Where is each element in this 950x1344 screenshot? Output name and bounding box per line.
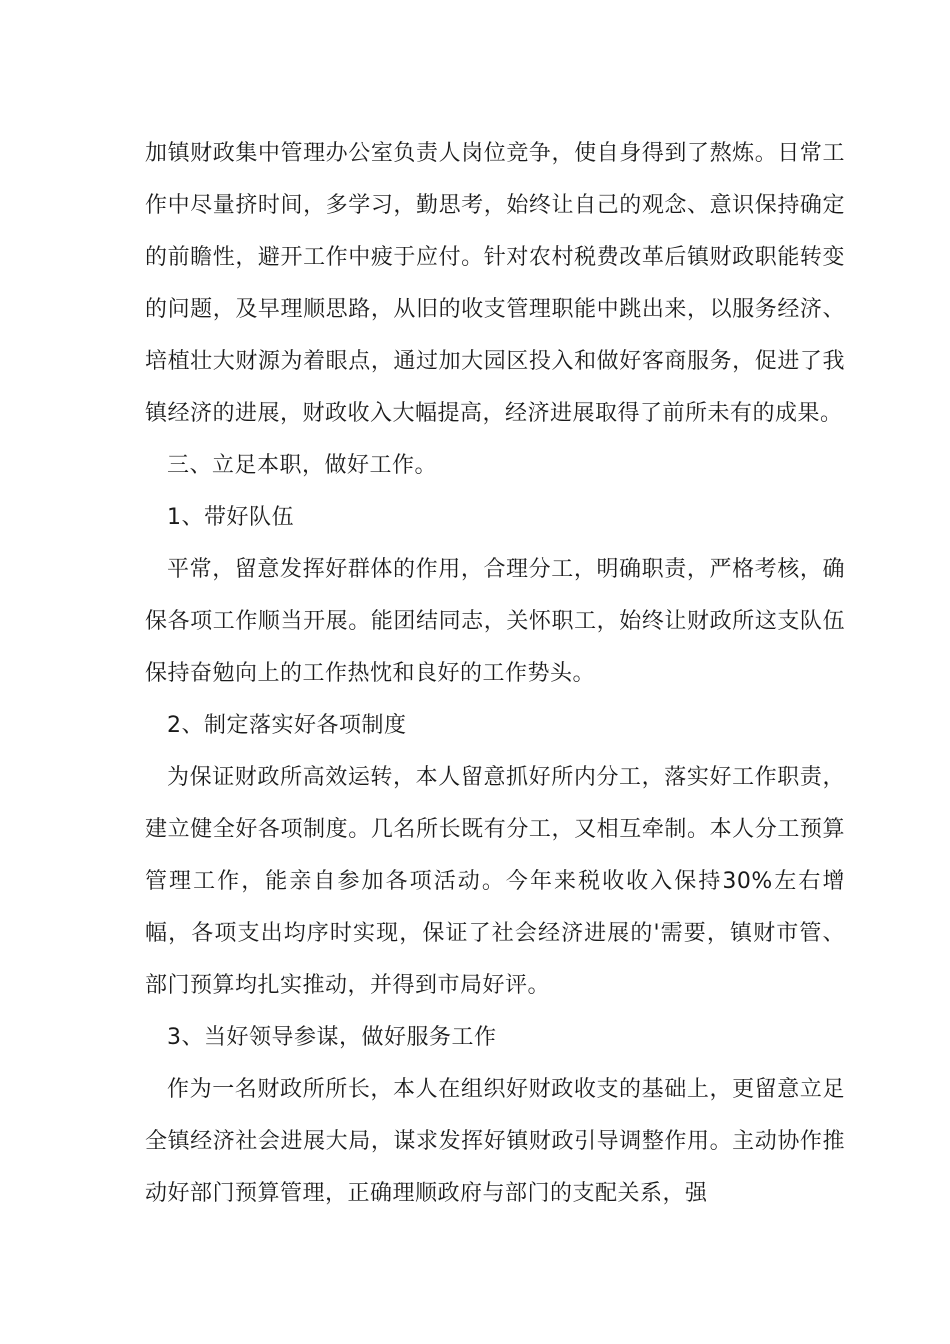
section-heading: 三、立足本职，做好工作。 bbox=[167, 453, 438, 478]
paragraph-intro: 加镇财政集中管理办公室负责人岗位竞争，使自身得到了熬炼。日常工作中尽量挤时间，多学习，勤思考，始终让自己的观念、意识保持确定的前瞻性，避开工作中疲于应付。针对农村税费改革后镇财政职能转变的问题，及早理顺思路，从旧的收支管理职能中跳出来，以服务经济、培植壮大财源为着眼点，通过加大园区投入和做好客商服务，促进了我镇经济的进展，财政收入大幅提高，经济进展取得了前所未有的成果。 bbox=[145, 141, 845, 426]
paragraph-rules: 为保证财政所高效运转，本人留意抓好所内分工，落实好工作职责，建立健全好各项制度。几名所长既有分工，又相互牵制。本人分工预算管理工作，能亲自参加各项活动。今年来税收收入保持30%左右增幅，各项支出均序时实现，保证了社会经济进展的'需要，镇财市管、部门预算均扎实推动，并得到市局好评。 bbox=[145, 765, 845, 998]
subheading-rules: 2、制定落实好各项制度 bbox=[167, 713, 407, 738]
paragraph-service: 作为一名财政所所长，本人在组织好财政收支的基础上，更留意立足全镇经济社会进展大局，谋求发挥好镇财政引导调整作用。主动协作推动好部门预算管理，正确理顺政府与部门的支配关系，强 bbox=[145, 1077, 845, 1206]
paragraph-team: 平常，留意发挥好群体的作用，合理分工，明确职责，严格考核，确保各项工作顺当开展。能团结同志，关怀职工，始终让财政所这支队伍保持奋勉向上的工作热忱和良好的工作势头。 bbox=[145, 557, 845, 686]
subheading-team: 1、带好队伍 bbox=[167, 505, 294, 530]
document-body bbox=[145, 128, 845, 1220]
subheading-service: 3、当好领导参谋，做好服务工作 bbox=[167, 1025, 497, 1050]
